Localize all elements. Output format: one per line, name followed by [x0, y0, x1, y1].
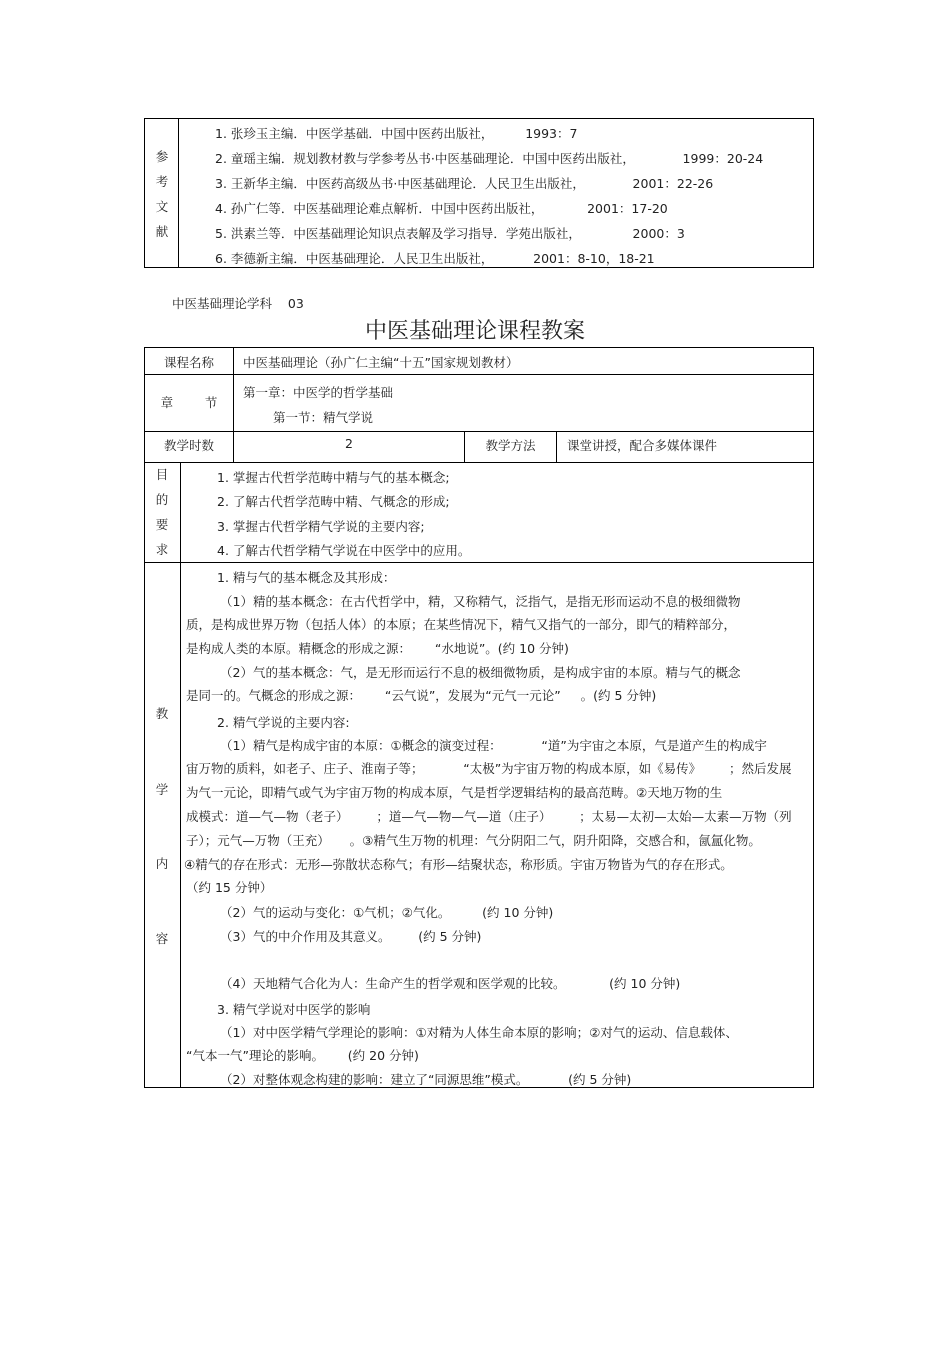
content-side-char: 学	[155, 782, 169, 797]
method-label: 教学方法	[485, 438, 536, 453]
reference-item: 6. 李德新主编．中医基础理论．人民卫生出版社， 2001：8-10，18-21	[215, 251, 655, 266]
objectives-side-char: 求	[155, 542, 169, 557]
objective-item: 1. 掌握古代哲学范畴中精与气的基本概念;	[217, 470, 450, 485]
course-name-label: 课程名称	[163, 355, 214, 370]
reference-item: 1. 张珍玉主编．中医学基础．中国中医药出版社， 1993：7	[215, 126, 578, 141]
content-line: 2. 精气学说的主要内容:	[217, 715, 350, 730]
content-line: 3. 精气学说对中医学的影响	[217, 1002, 371, 1017]
content-side-char: 容	[155, 931, 169, 946]
references-side-char: 献	[155, 224, 169, 239]
reference-item: 3. 王新华主编．中医药高级丛书·中医基础理论．人民卫生出版社， 2001：22-26	[215, 176, 714, 191]
hours-value: 2	[345, 436, 353, 451]
page-title: 中医基础理论课程教案	[364, 319, 585, 344]
content-section	[144, 562, 814, 1088]
chapter-line-1: 第一章：中医学的哲学基础	[243, 385, 394, 400]
content-line: （2）对整体观念构建的影响：建立了“同源思维”模式。 (约 5 分钟)	[220, 1072, 632, 1087]
content-line: （2）气的基本概念：气，是无形而运行不息的极细微物质，是构成宇宙的本原。精与气的概念	[220, 665, 741, 680]
objectives-side-char: 的	[155, 492, 169, 507]
content-line: 是构成人类的本原。精概念的形成之源： “水地说”。(约 10 分钟)	[186, 641, 569, 656]
reference-item: 5. 洪素兰等．中医基础理论知识点表解及学习指导．学苑出版社， 2000：3	[215, 226, 685, 241]
content-line: 1. 精与气的基本概念及其形成：	[217, 570, 396, 585]
objective-item: 4. 了解古代哲学精气学说在中医学中的应用。	[217, 543, 471, 558]
reference-item: 4. 孙广仁等．中医基础理论难点解析．中国中医药出版社， 2001：17-20	[215, 201, 668, 216]
references-side-char: 参	[155, 149, 169, 164]
content-side-char: 教	[155, 706, 169, 721]
objectives-divider	[180, 463, 181, 562]
content-divider	[180, 563, 181, 1087]
references-divider	[178, 119, 179, 267]
chapter-label: 章 节	[160, 395, 218, 410]
content-line: 是同一的。气概念的形成之源： “云气说”，发展为“元气一元论” 。(约 5 分钟)	[186, 688, 657, 703]
objectives-section	[144, 462, 814, 563]
course-name-value: 中医基础理论（孙广仁主编“十五”国家规划教材）	[243, 355, 519, 370]
content-line: （3）气的中介作用及其意义。 (约 5 分钟)	[220, 929, 482, 944]
content-line: 质，是构成世界万物（包括人体）的本原；在某些情况下，精气又指气的一部分，即气的精粹部分，	[186, 617, 737, 632]
content-side-char: 内	[155, 856, 169, 871]
subject-line: 中医基础理论学科 03	[172, 296, 304, 311]
objective-item: 2. 了解古代哲学范畴中精、气概念的形成;	[217, 494, 450, 509]
col-divider	[556, 431, 557, 463]
content-line: （2）气的运动与变化：①气机；②气化。 (约 10 分钟)	[220, 905, 554, 920]
objectives-side-char: 目	[155, 467, 169, 482]
content-line: （4）天地精气合化为人：生命产生的哲学观和医学观的比较。 (约 10 分钟)	[220, 976, 681, 991]
content-line: 子）；元气—万物（王充） 。③精气生万物的机理：气分阴阳二气，阴升阳降，交感合和，氤氲化物。	[186, 833, 761, 848]
objectives-side-char: 要	[155, 517, 169, 532]
reference-item: 2. 童瑶主编．规划教材教与学参考丛书·中医基础理论．中国中医药出版社， 1999：20-24	[215, 151, 764, 166]
content-line: “气本一气”理论的影响。 (约 20 分钟)	[186, 1048, 419, 1063]
objective-item: 3. 掌握古代哲学精气学说的主要内容;	[217, 519, 425, 534]
references-table	[144, 118, 814, 268]
course-info-table	[144, 347, 814, 463]
content-line: 成模式：道—气—物（老子） ；道—气—物—气—道（庄子） ；太易—太初—太始—太素—万物（列	[186, 809, 792, 824]
chapter-line-2: 第一节：精气学说	[273, 410, 374, 425]
content-line: （约 15 分钟）	[186, 880, 273, 895]
row-divider	[145, 374, 813, 375]
method-value: 课堂讲授，配合多媒体课件	[567, 438, 718, 453]
references-side-char: 文	[155, 199, 169, 214]
references-side-char: 考	[155, 174, 169, 189]
content-line: （1）精的基本概念：在古代哲学中，精，又称精气，泛指气，是指无形而运动不息的极细微物	[220, 594, 741, 609]
content-line: （1）精气是构成宇宙的本原：①概念的演变过程： “道”为宇宙之本原，气是道产生的构成宇	[220, 738, 767, 753]
content-line: ④精气的存在形式：无形—弥散状态称气；有形—结聚状态，称形质。宇宙万物皆为气的存在形式。	[184, 857, 733, 872]
hours-label: 教学时数	[163, 438, 214, 453]
content-line: （1）对中医学精气学理论的影响：①对精为人体生命本原的影响；②对气的运动、信息载体、	[220, 1025, 738, 1040]
content-line: 宙万物的质料，如老子、庄子、淮南子等； “太极”为宇宙万物的构成本原，如《易传》 ；然后发展	[186, 761, 792, 776]
content-line: 为气一元论，即精气或气为宇宙万物的构成本原，气是哲学逻辑结构的最高范畴。②天地万物的生	[186, 785, 723, 800]
row-divider	[145, 431, 813, 432]
